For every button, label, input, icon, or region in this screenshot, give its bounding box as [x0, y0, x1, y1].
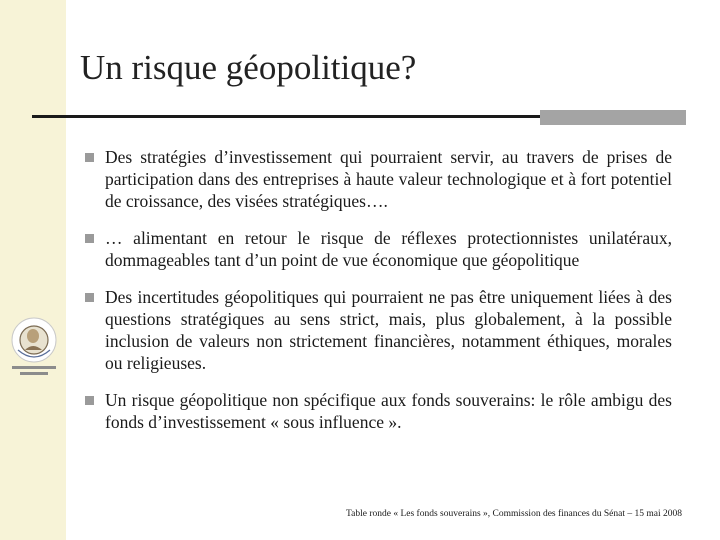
bullet-text: Des incertitudes géopolitiques qui pourraient ne pas être uniquement liées à des questions stratégiques au sens strict, mais, plus globalement, à la possible inclusion de valeurs non strictement financières, notamment éthiques, morales ou religieuses. — [105, 287, 672, 373]
square-bullet-icon — [85, 293, 94, 302]
bullet-text: Un risque géopolitique non spécifique aux fonds souverains: le rôle ambigu des fonds d’investissement « sous influence ». — [105, 390, 672, 432]
slide-title: Un risque géopolitique? — [80, 48, 417, 87]
square-bullet-icon — [85, 396, 94, 405]
title-underline — [32, 115, 540, 118]
bullet-item — [84, 389, 672, 433]
bullet-item — [84, 227, 672, 271]
bullet-text: … alimentant en retour le risque de réflexes protectionnistes unilatéraux, dommageables tant d’un point de vue économique que géopolitique — [105, 228, 672, 270]
slide-footer: Table ronde « Les fonds souverains », Commission des finances du Sénat – 15 mai 2008 — [345, 509, 682, 519]
bullet-text: Des stratégies d’investissement qui pourraient servir, au travers de prises de participation dans des entreprises à haute valeur technologique et à fort potentiel de croissance, des visées stratégiques…. — [105, 147, 672, 211]
title-accent-bar — [540, 110, 686, 125]
institution-logo — [4, 314, 64, 380]
bullet-item — [84, 146, 672, 212]
bullet-list — [84, 146, 672, 448]
medallion-icon — [4, 314, 64, 380]
bullet-item — [84, 286, 672, 374]
square-bullet-icon — [85, 153, 94, 162]
left-decorative-band — [0, 0, 66, 540]
square-bullet-icon — [85, 234, 94, 243]
